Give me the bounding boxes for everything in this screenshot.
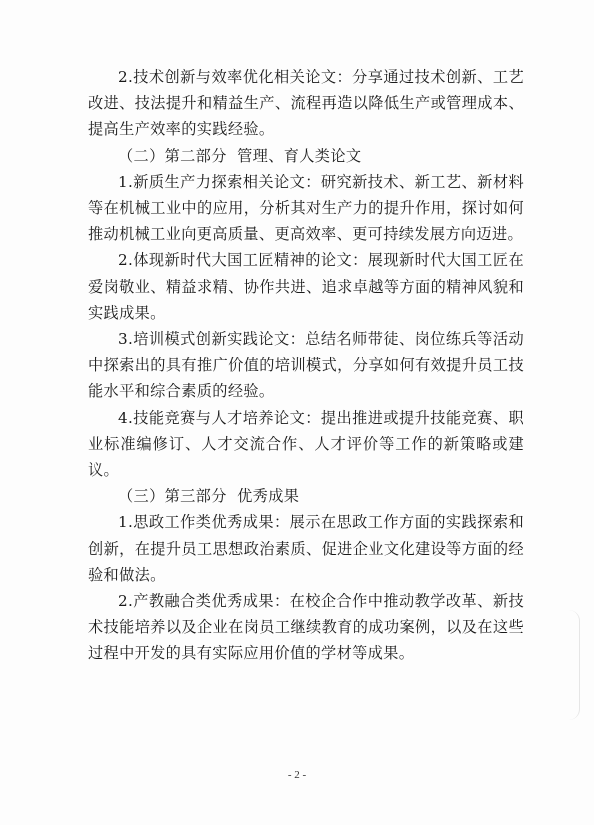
scan-edge-mark [569,610,580,720]
page-number: - 2 - [287,769,307,781]
paragraph-tech-innovation: 2.技术创新与效率优化相关论文：分享通过技术创新、工艺改进、技法提升和精益生产、流程再造以降低生产或管理成本、提高生产效率的实践经验。 [88,68,524,139]
section-heading-part-three: （三）第三部分 优秀成果 [118,487,300,506]
document-body [88,64,524,667]
paragraph-craftsman-spirit: 2.体现新时代大国工匠精神的论文：展现新时代大国工匠在爱岗敬业、精益求精、协作共进、追求卓越等方面的精神风貌和实践成果。 [88,251,524,322]
paragraph-skill-competition: 4.技能竞赛与人才培养论文：提出推进或提升技能竞赛、职业标准编修订、人才交流合作、人才评价等工作的新策略或建议。 [88,408,524,480]
paragraph-industry-education: 2.产教融合类优秀成果：在校企合作中推动教学改革、新技术技能培养以及企业在岗员工继续教育的成功案例，以及在这些过程中开发的具有实际应用价值的学材等成果。 [88,592,524,663]
paragraph-political-work: 1.思政工作类优秀成果：展示在思政工作方面的实践探索和创新，在提升员工思想政治素质、促进企业文化建设等方面的经验和做法。 [88,513,524,584]
section-heading-part-two: （二）第二部分 管理、育人类论文 [118,146,362,165]
paragraph-training-model: 3.培训模式创新实践论文：总结名师带徒、岗位练兵等活动中探索出的具有推广价值的培训模式，分享如何有效提升员工技能水平和综合素质的经验。 [88,330,524,401]
paragraph-new-productivity: 1.新质生产力探索相关论文：研究新技术、新工艺、新材料等在机械工业中的应用，分析其对生产力的提升作用，探讨如何推动机械工业向更高质量、更高效率、更可持续发展方向迈进。 [88,172,524,244]
